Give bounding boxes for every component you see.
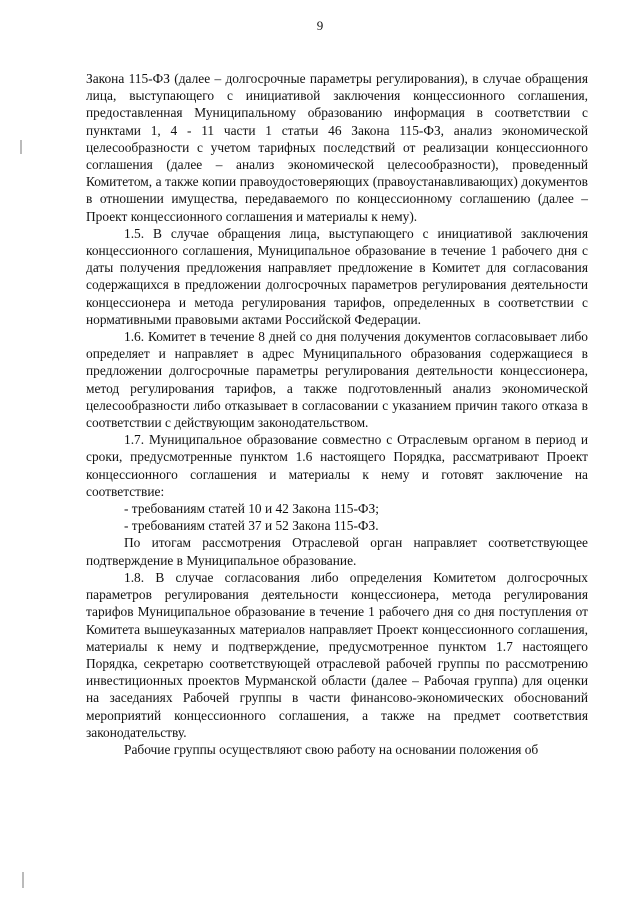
paragraph-1-8: 1.8. В случае согласования либо определения Комитетом долгосрочных параметров регулирования деятельности концессионера, метода регулирования тарифов Муниципальное образование в течение 1 рабочего дня со дня поступления от Комитета вышеуказанных материалов направляет Проект концессионного соглашения, материалы к нему и подтверждение, предусмотренное пунктом 1.7 настоящего Порядка, секретарю соответствующей отраслевой рабочей группы по рассмотрению инвестиционных проектов Мурманской области (далее – Рабочая группа) для оценки на заседаниях Рабочей группы в части финансово-экономических обоснований мероприятий концессионного соглашения, а также на предмет соответствия законодательству.	[86, 569, 588, 740]
paragraph-working-groups: Рабочие группы осуществляют свою работу на основании положения об	[124, 741, 539, 757]
scan-mark-left-bottom	[22, 872, 24, 888]
list-item-requirements-2: - требованиям статей 37 и 52 Закона 115-ФЗ.	[124, 518, 379, 534]
scan-mark-left-top	[20, 140, 22, 154]
document-body	[86, 70, 588, 758]
paragraph-review-result: По итогам рассмотрения Отраслевой орган направляет соответствующее подтверждение в Муниципальное образование.	[86, 535, 588, 568]
paragraph-intro: Закона 115-ФЗ (далее – долгосрочные параметры регулирования), в случае обращения лица, выступающего с инициативой заключения концессионного соглашения, предоставленная Муниципальному образованию информация в соответствии с пунктами 1, 4 - 11 части 1 статьи 46 Закона 115-ФЗ, анализ экономической целесообразности с учетом тарифных последствий от реализации концессионного соглашения (далее – анализ экономической целесообразности), проведенный Комитетом, а также копии правоудостоверяющих (правоустанавливающих) документов в отношении имущества, передаваемого по концессионному соглашению (далее – Проект концессионного соглашения и материалы к нему).	[86, 71, 588, 224]
paragraph-1-7: 1.7. Муниципальное образование совместно с Отраслевым органом в период и сроки, предусмотренные пунктом 1.6 настоящего Порядка, рассматривают Проект концессионного соглашения и материалы к нему и готовят заключение на соответствие:	[86, 432, 588, 499]
list-item-requirements-1: - требованиям статей 10 и 42 Закона 115-ФЗ;	[124, 501, 379, 517]
page-number: 9	[316, 18, 324, 33]
paragraph-1-5: 1.5. В случае обращения лица, выступающего с инициативой заключения концессионного соглашения, Муниципальное образование в течение 1 рабочего дня с даты получения предложения направляет предложение в Комитет для согласования содержащихся в предложении долгосрочных параметров регулирования деятельности концессионера и метода регулирования тарифов, определенных в соответствии с нормативными правовыми актами Российской Федерации.	[86, 225, 588, 327]
paragraph-1-6: 1.6. Комитет в течение 8 дней со дня получения документов согласовывает либо определяет и направляет в адрес Муниципального образования содержащиеся в предложении долгосрочные параметры регулирования деятельности концессионера, метод регулирования тарифов, а также подготовленный анализ экономической целесообразности либо отказывает в согласовании с указанием причин такого отказа в соответствии с действующим законодательством.	[86, 329, 588, 431]
